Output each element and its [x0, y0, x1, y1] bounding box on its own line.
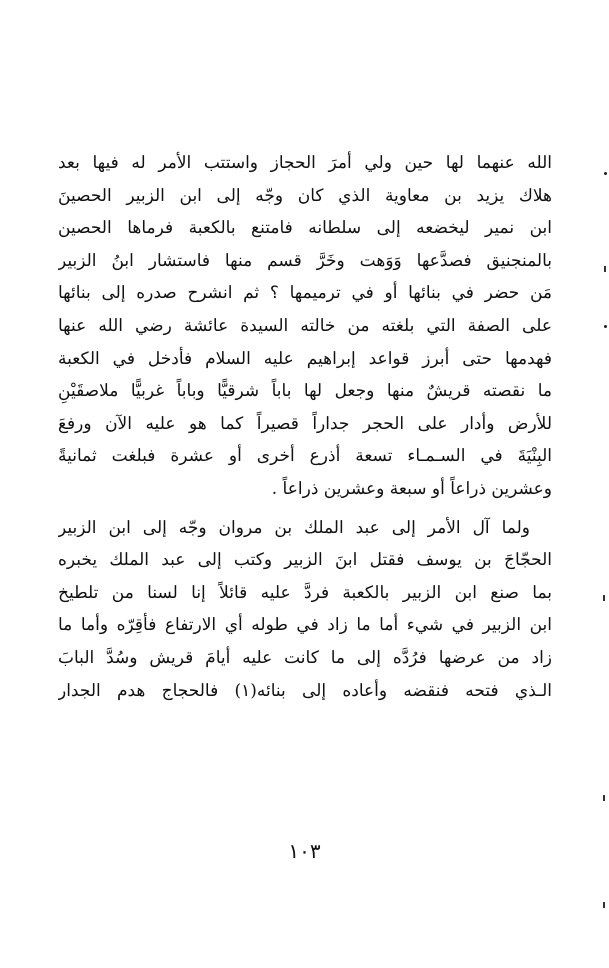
text-line: ما نقصته قريشٌ منها وجعل لها باباً شرقيًّا وباباً غربيًّا ملاصقَيْنِ [58, 381, 552, 402]
text-line: هلاك يزيد بن معاوية الذي كان وجّه إلى ابن الزبير الحصينَ [58, 185, 552, 206]
text-line: ولما آل الأمر إلى عبد الملك بن مروان وجّه إلى ابن الزبير [58, 517, 530, 538]
text-line: الحجّاجَ بن يوسف فقتل ابنَ الزبير وكتب إلى عبد الملك يخبره [58, 550, 552, 571]
scan-speck [604, 266, 606, 272]
body-text [58, 147, 552, 707]
paragraph-1 [58, 147, 552, 506]
text-line: بالمنجنيق فصدَّعها وَوَهت وخَرَّ قسم منها فاستشار ابنُ الزبير [58, 250, 552, 271]
scan-speck [604, 172, 607, 175]
text-line: على الصفة التي بلغته من خالته السيدة عائشة رضي الله عنها [58, 315, 552, 336]
text-line: مَن حضر في بنائها أو في ترميمها ؟ ثم انشرح صدره إلى بنائها [58, 283, 552, 304]
scan-speck [603, 902, 605, 908]
scan-speck [603, 795, 605, 801]
text-line: الله عنهما لها حين ولي أمرَ الحجاز واستتب الأمر له فيها بعد [58, 153, 552, 173]
scan-speck [603, 595, 605, 601]
text-line: الـذي فتحه فنقضه وأعاده إلى بنائه(١) فالحجاج هدم الجدار [58, 680, 552, 701]
scan-speck [604, 325, 607, 328]
paragraph-2 [58, 512, 552, 708]
text-line: للأرض وأدار على الحجر جداراً قصيراً كما هو عليه الآن ورفعَ [58, 413, 552, 434]
text-line: زاد من عرضها فرُدَّه إلى ما كانت عليه أيامَ قريش وسُدَّ البابَ [58, 647, 552, 668]
text-line: ابن الزبير في شيء أما ما زاد في طوله أي الارتفاع فأقِرّه وأما ما [58, 615, 552, 636]
text-line: وعشرين ذراعاً أو سبعة وعشرين ذراعاً . [271, 478, 552, 499]
text-line: فهدمها حتى أبرز قواعد إبراهيم عليه السلام فأدخل في الكعبة [58, 348, 552, 369]
text-line: ابن نمير ليخضعه إلى سلطانه فامتنع بالكعبة فرماها الحصين [58, 218, 552, 239]
text-line: بما صنع ابن الزبير بالكعبة فردَّ عليه قائلاً إنا لسنا من تلطيخ [58, 582, 552, 603]
text-line: البِنْيَةَ في السـمـاء تسعة أذرع أخرى أو عشرة فبلغت ثمانيةً [58, 446, 552, 467]
page-number: ١٠٣ [288, 839, 321, 863]
